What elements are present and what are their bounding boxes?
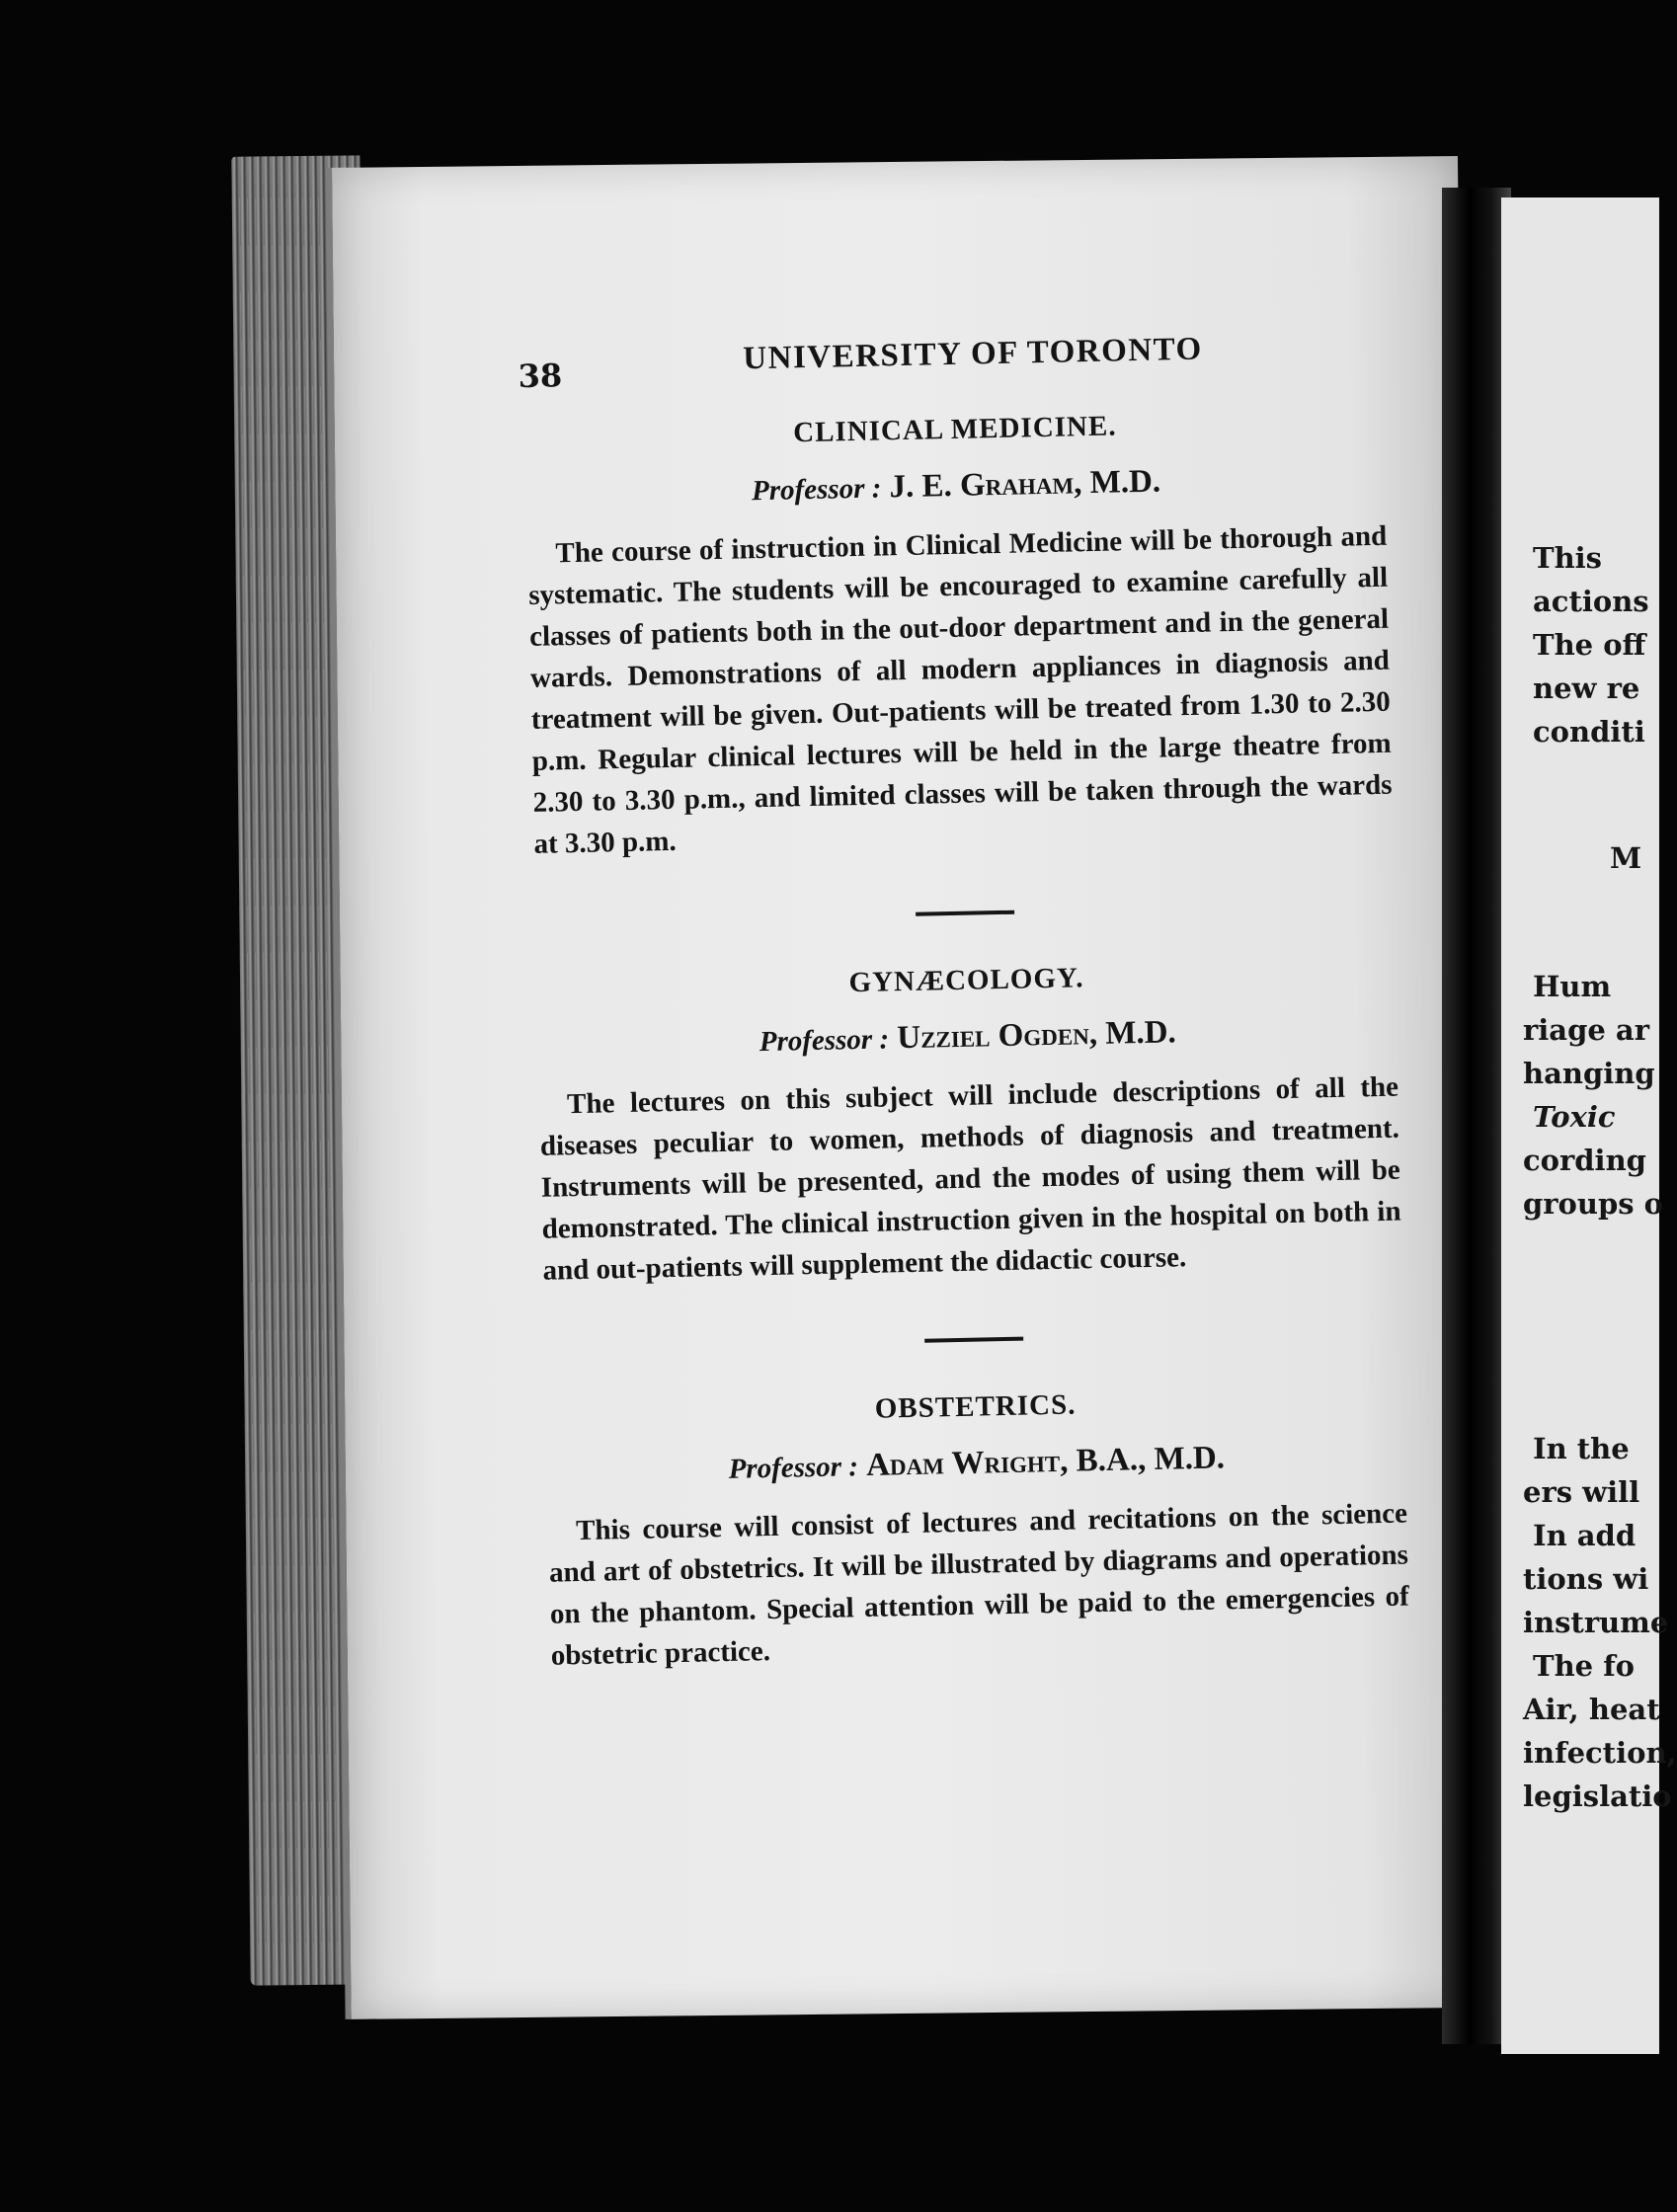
facing-line: legislatio: [1523, 1779, 1672, 1813]
professor-label: Professor :: [728, 1451, 859, 1485]
facing-line: Air, heat: [1523, 1693, 1660, 1726]
facing-line: In the: [1533, 1432, 1630, 1465]
professor-name: Uzziel Ogden, M.D.: [896, 1014, 1177, 1057]
facing-line: actions: [1533, 585, 1649, 618]
facing-page-fragment: [1501, 198, 1677, 2054]
professor-line: [526, 459, 1387, 514]
facing-line: groups o: [1523, 1187, 1664, 1221]
page-number: 38: [518, 356, 563, 396]
section-divider: [916, 910, 1014, 916]
section-gynaecology: [536, 956, 1402, 1292]
facing-line: Toxic: [1533, 1100, 1616, 1134]
section-title: CLINICAL MEDICINE.: [792, 410, 1117, 449]
section-clinical-medicine: [525, 405, 1394, 865]
section-body: The course of instruction in Clinical Medicine will be thorough and systematic. The students will be encouraged to examine carefully all classes of patients both in the out-door department and in the general wards. Demonstrations of all modern appliances in diagnosis and treatment will be given. Out-patients will be treated from 1.30 to 2.30 p.m. Regular clinical lectures will be held in the large theatre from 2.30 to 3.30 p.m., and limited classes will be taken through the wards at 3.30 p.m.: [527, 519, 1393, 860]
facing-line: conditi: [1533, 715, 1645, 749]
facing-line: instrume: [1523, 1606, 1669, 1639]
professor-line: [537, 1010, 1398, 1065]
facing-line: hanging: [1523, 1057, 1655, 1090]
page-header: UNIVERSITY OF TORONTO: [742, 331, 1204, 377]
facing-line: The fo: [1533, 1649, 1636, 1683]
section-obstetrics: [545, 1382, 1410, 1677]
section-title: GYNÆCOLOGY.: [848, 962, 1084, 999]
section-body: The lectures on this subject will include descriptions of all the diseases peculiar to women, methods of diagnosis and treatment. Instruments will be presented, and the modes of using them will be demonstrated. The clinical instruction given in the hospital on both in and out-patients will supplement the didactic course.: [539, 1070, 1401, 1287]
page-content: [518, 328, 1410, 1677]
facing-line: This: [1533, 541, 1603, 575]
facing-line: riage ar: [1523, 1013, 1649, 1047]
professor-name: Adam Wright, B.A., M.D.: [865, 1440, 1226, 1483]
facing-line: The off: [1533, 628, 1646, 662]
section-title: OBSTETRICS.: [874, 1388, 1077, 1425]
section-divider: [924, 1337, 1023, 1343]
facing-line: tions wi: [1523, 1562, 1649, 1596]
professor-label: Professor :: [759, 1023, 890, 1059]
facing-line: ers will: [1523, 1475, 1640, 1509]
facing-line: In add: [1533, 1519, 1637, 1552]
facing-line: M: [1610, 841, 1642, 875]
facing-line: cording: [1523, 1144, 1646, 1177]
section-body: This course will consist of lectures and recitations on the science and art of obstetrics. It will be illustrated by diagrams and operations on the phantom. Special attention will be paid to the emergencies of obstetric practice.: [548, 1497, 1410, 1672]
facing-line: Hum: [1533, 970, 1612, 1003]
professor-name: J. E. Graham, M.D.: [889, 463, 1161, 506]
professor-line: [547, 1437, 1407, 1491]
professor-label: Professor :: [751, 472, 882, 508]
facing-line: new re: [1533, 672, 1640, 705]
facing-line: infection,: [1523, 1736, 1677, 1770]
